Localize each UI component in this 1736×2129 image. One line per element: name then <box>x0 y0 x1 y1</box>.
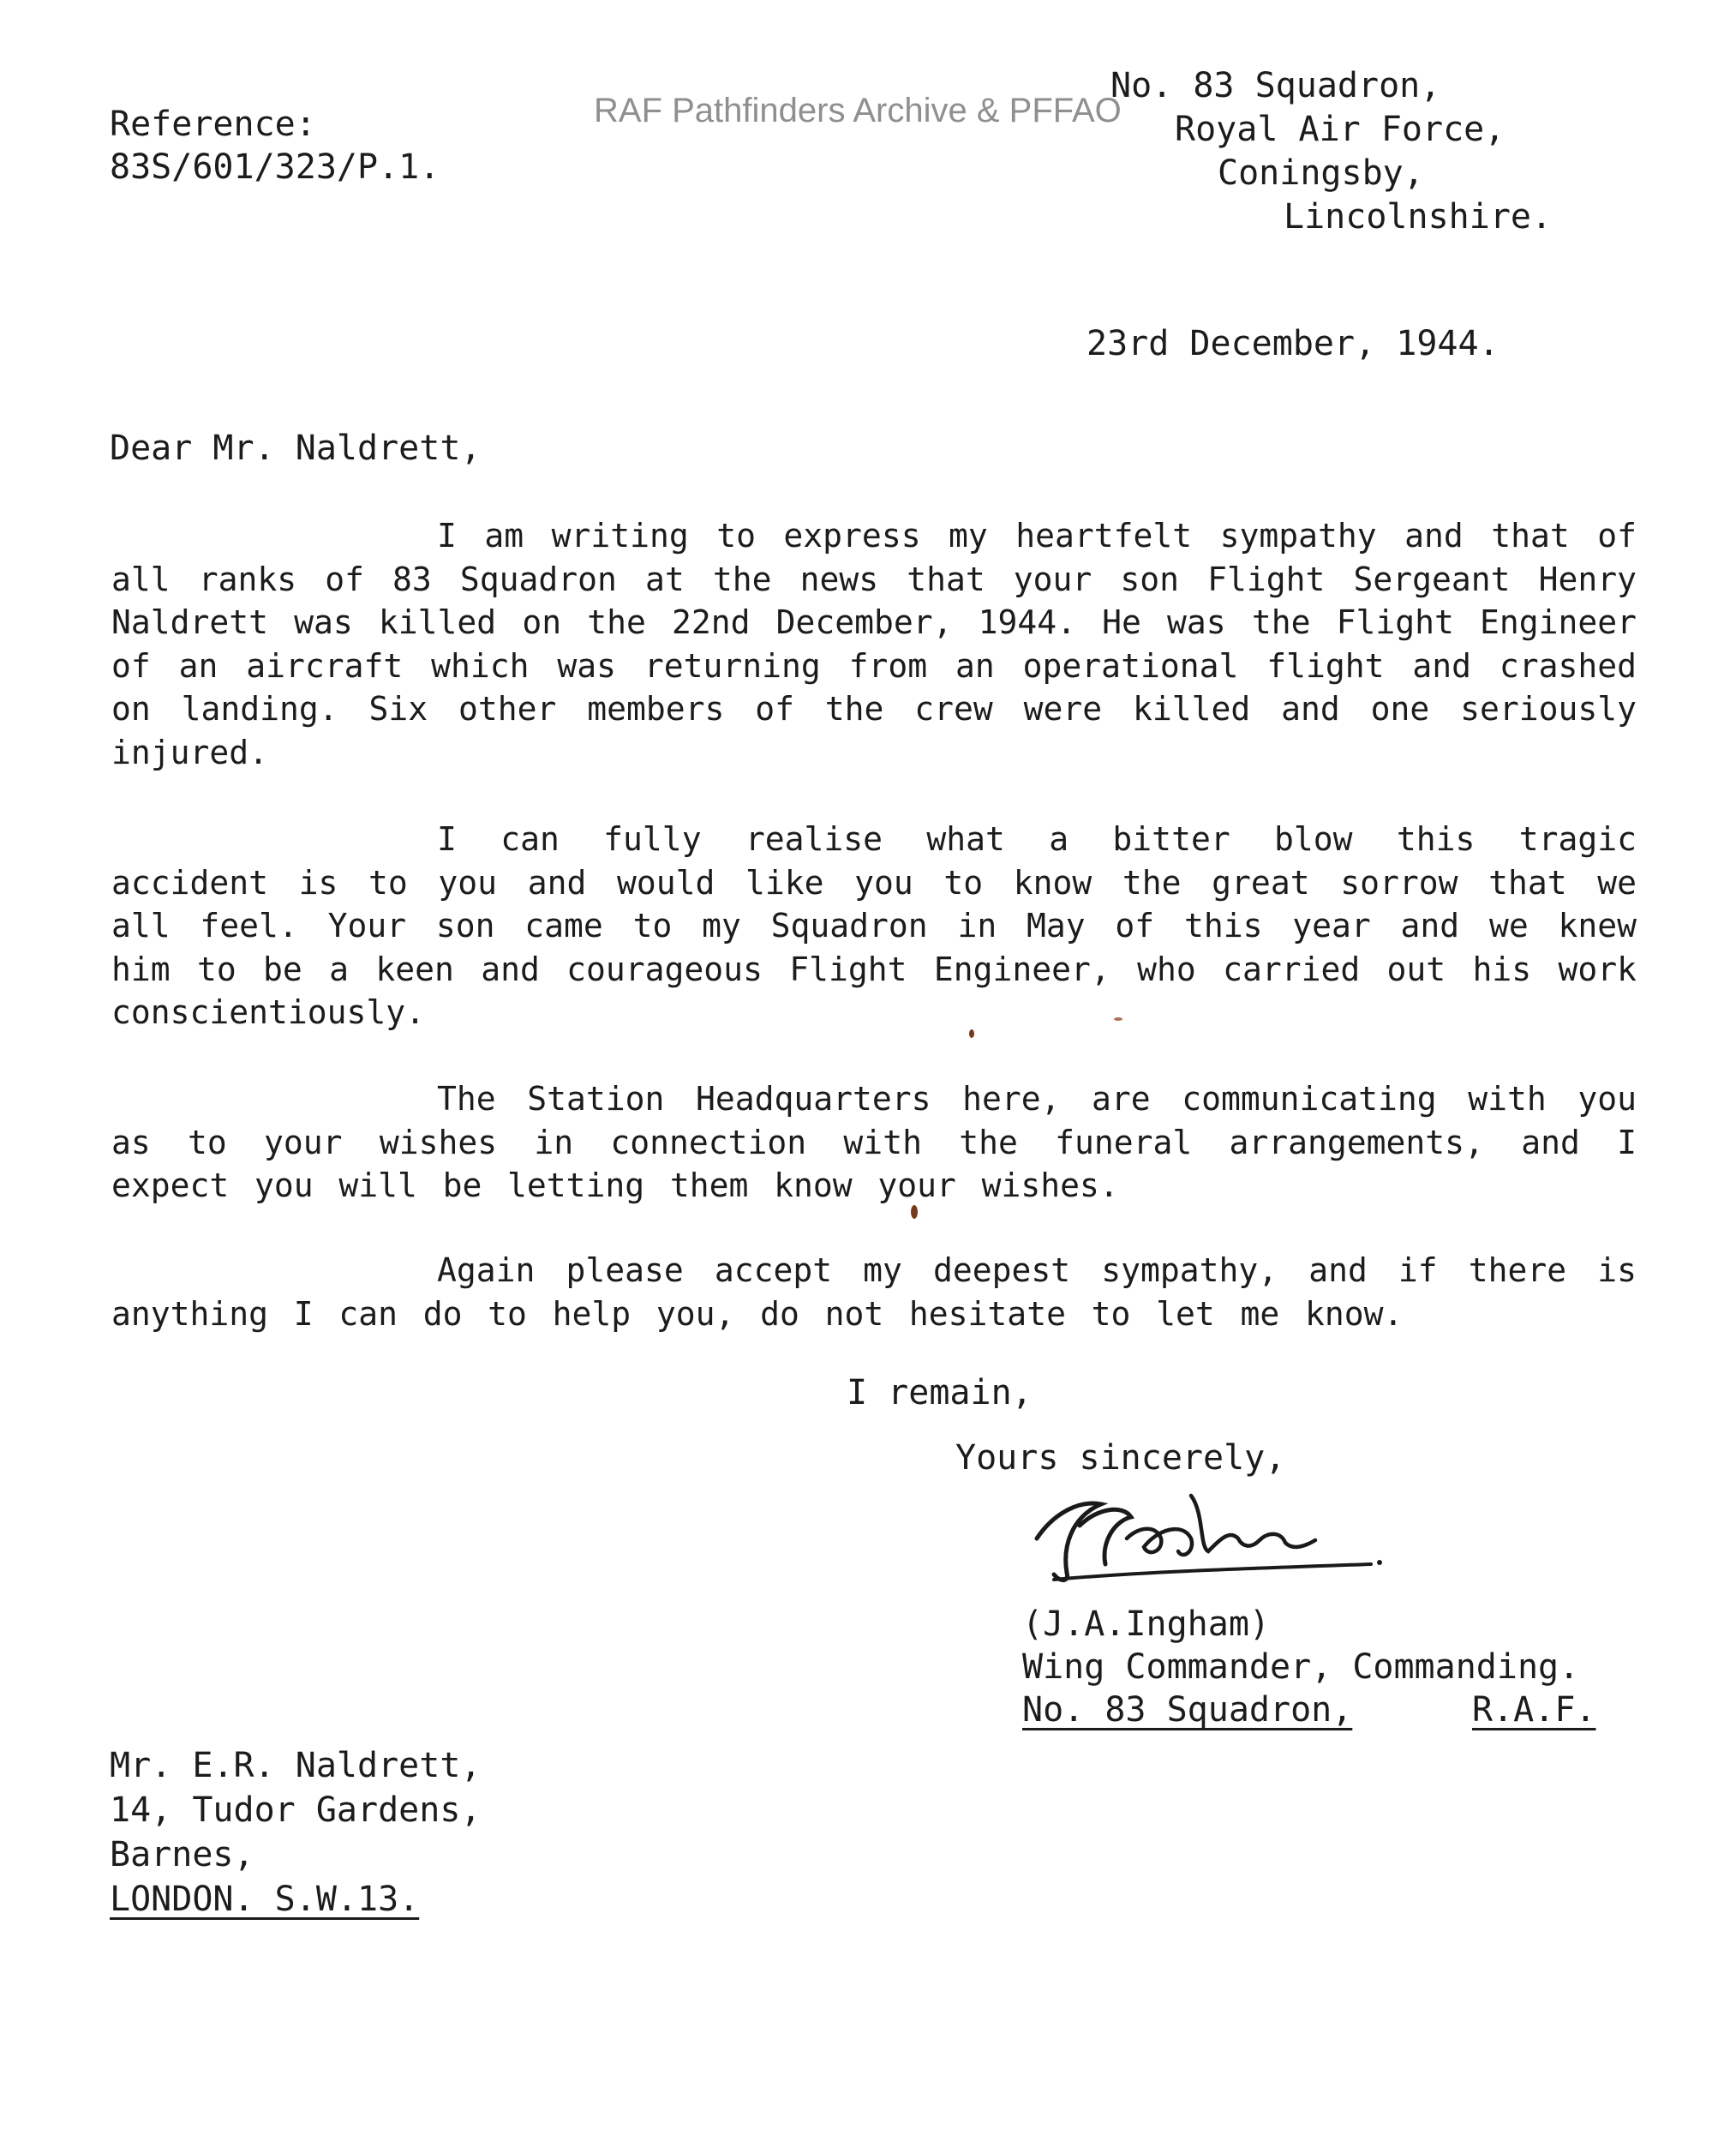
paper-stain <box>911 1205 918 1219</box>
reference-code: 83S/601/323/P.1. <box>110 147 440 187</box>
recipient-line1: Mr. E.R. Naldrett, <box>110 1746 482 1785</box>
body-paragraph-2: I can fully realise what a bitter blow this tragic accident is to you and would like you to know the great sorrow that we all feel. Your son came to my Squadron in May of this year and we knew him to be a keen and courageous Flight Engineer, who carried out his work conscientiously. <box>111 820 1637 1031</box>
paper-stain <box>969 1029 974 1038</box>
signatory-service: R.A.F. <box>1472 1690 1596 1730</box>
recipient-line3: Barnes, <box>110 1835 254 1874</box>
archive-watermark: RAF Pathfinders Archive & PFFAO <box>594 92 1122 129</box>
recipient-line2: 14, Tudor Gardens, <box>110 1790 482 1830</box>
closing-yours-sincerely: Yours sincerely, <box>955 1438 1286 1478</box>
signatory-name: (J.A.Ingham) <box>1022 1604 1270 1644</box>
body-paragraph-1: I am writing to express my heartfelt sympathy and that of all ranks of 83 Squadron at the news that your son Flight Sergeant Henry Naldrett was killed on the 22nd December, 1944. He was the Flight Engineer of an aircraft which was returning from an operational flight and crashed on landing. Six other members of the crew were killed and one seriously injured. <box>111 517 1637 771</box>
letter-date: 23rd December, 1944. <box>1086 324 1500 363</box>
body-paragraph-3: The Station Headquarters here, are communicating with you as to your wishes in connection with the funeral arrangements, and I expect you will be letting them know your wishes. <box>111 1080 1637 1204</box>
recipient-line4: LONDON. S.W.13. <box>110 1880 420 1919</box>
sender-address-line3: Coningsby, <box>1218 153 1424 193</box>
closing-remain: I remain, <box>847 1373 1033 1412</box>
sender-address-line2: Royal Air Force, <box>1175 110 1506 149</box>
salutation: Dear Mr. Naldrett, <box>110 429 482 468</box>
reference-block <box>110 103 440 189</box>
reference-label: Reference: <box>110 105 316 144</box>
signatory-title: Wing Commander, Commanding. <box>1022 1647 1580 1687</box>
body-paragraph-4: Again please accept my deepest sympathy, and if there is anything I can do to help you, do not hesitate to let me know. <box>111 1251 1637 1333</box>
sender-address-line4: Lincolnshire. <box>1284 197 1553 237</box>
handwritten-signature <box>1020 1478 1388 1590</box>
recipient-address <box>110 1744 481 1922</box>
signatory-unit: No. 83 Squadron, <box>1022 1690 1353 1730</box>
sender-address-line1: No. 83 Squadron, <box>1110 66 1441 105</box>
paper-stain <box>1114 1017 1122 1021</box>
